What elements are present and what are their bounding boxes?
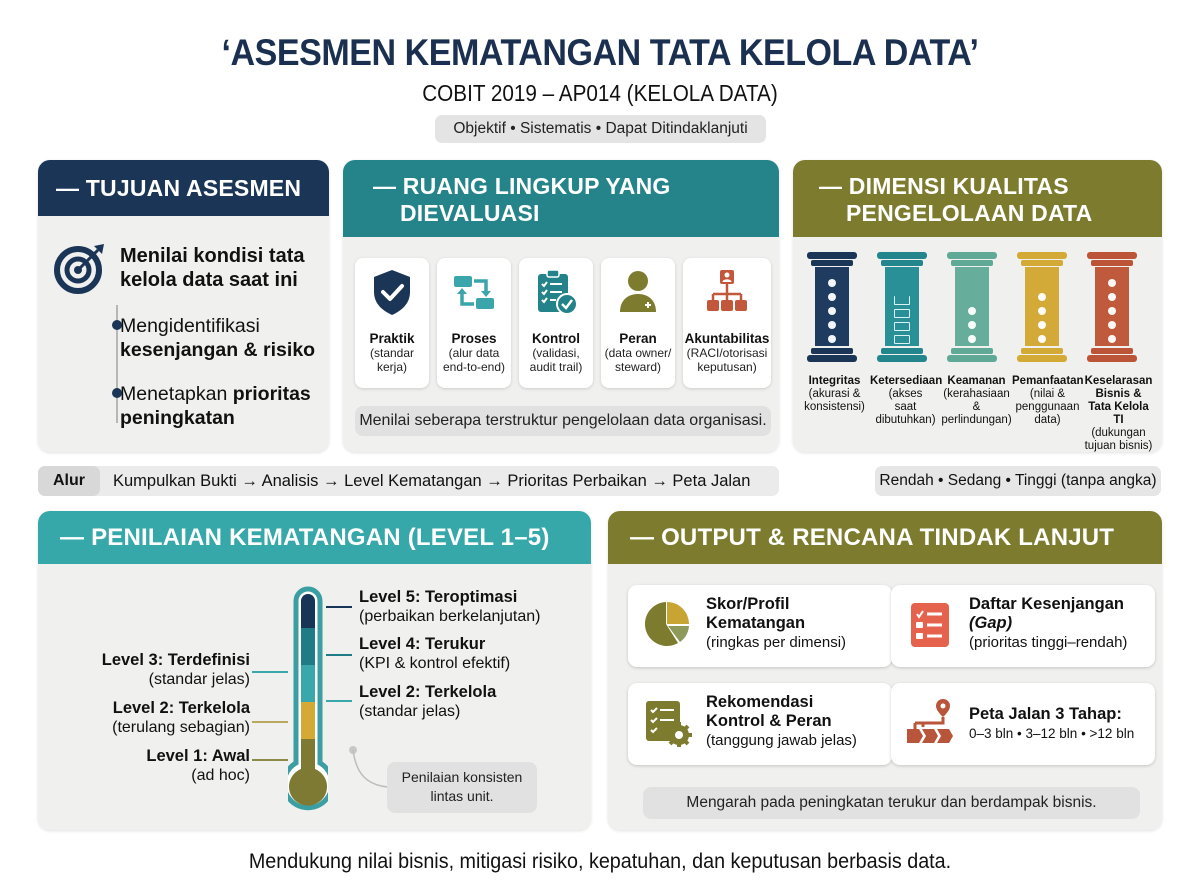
alur-bar bbox=[38, 466, 779, 496]
roadmap-icon bbox=[905, 697, 955, 747]
org-chart-icon bbox=[705, 268, 749, 316]
pillar-ketersediaan-icon bbox=[877, 252, 927, 362]
scope-peran: Peran (data owner/ steward) bbox=[601, 258, 675, 388]
level-4: Level 4: Terukur (KPI & kontrol efektif) bbox=[359, 635, 511, 672]
scale-badge: Rendah • Sedang • Tinggi (tanpa angka) bbox=[875, 466, 1161, 496]
thermometer-icon bbox=[288, 583, 328, 817]
dimensi-keselarasan: Keselarasan Bisnis & Tata Kelola TI (dukungan tujuan bisnis) bbox=[1084, 375, 1153, 452]
callout-note: Penilaian konsisten lintas unit. bbox=[387, 762, 537, 813]
card-output-rencana bbox=[608, 511, 1162, 830]
dimensi-keamanan: Keamanan (kerahasiaan & perlindungan) bbox=[941, 375, 1012, 426]
tujuan-item-2: Mengidentifikasi kesenjangan & risiko bbox=[120, 315, 316, 361]
alur-steps: Kumpulkan Bukti → Analisis → Level Kematangan → Prioritas Perbaikan → Peta Jalan bbox=[113, 472, 751, 490]
footer-statement: Mendukung nilai bisnis, mitigasi risiko, kepatuhan, dan keputusan berbasis data. bbox=[248, 850, 952, 873]
level-3: Level 3: Terdefinisi (standar jelas) bbox=[101, 651, 250, 688]
output-note: Mengarah pada peningkatan terukur dan berdampak bisnis. bbox=[643, 787, 1140, 819]
dimensi-pemanfaatan: Pemanfaatan (nilai & penggunaan data) bbox=[1012, 375, 1084, 426]
page-title: ‘ASESMEN KEMATANGAN TATA KELOLA DATA’ bbox=[221, 32, 979, 73]
output-daftar-kesenjangan: Daftar Kesenjangan (Gap) (prioritas tinggi–rendah) bbox=[891, 585, 1155, 667]
pillar-pemanfaatan-icon bbox=[1017, 252, 1067, 362]
level-2-right: Level 2: Terkelola (standar jelas) bbox=[359, 683, 497, 720]
scope-akuntabilitas: Akuntabilitas (RACI/otorisasi keputusan) bbox=[683, 258, 771, 388]
scope-proses: Proses (alur data end-to-end) bbox=[437, 258, 511, 388]
page-subtitle: COBIT 2019 – AP014 (KELOLA DATA) bbox=[422, 80, 778, 106]
tujuan-item-3: Menetapkan prioritas peningkatan bbox=[120, 383, 311, 429]
dimensi-ketersediaan: Ketersediaan (akses saat dibutuhkan) bbox=[870, 375, 943, 426]
card-penilaian-kematangan bbox=[38, 511, 591, 830]
pie-chart-icon bbox=[642, 599, 692, 649]
card-title: — OUTPUT & RENCANA TINDAK LANJUT bbox=[608, 511, 1162, 564]
checklist-gear-icon bbox=[642, 697, 692, 747]
output-skor-profil: Skor/Profil Kematangan (ringkas per dimensi) bbox=[628, 585, 892, 667]
pillar-keamanan-icon bbox=[947, 252, 997, 362]
shield-check-icon bbox=[370, 268, 414, 316]
ruang-note: Menilai seberapa terstruktur pengelolaan data organisasi. bbox=[355, 406, 771, 436]
clipboard-check-icon bbox=[534, 268, 578, 316]
scope-kontrol: Kontrol (validasi, audit trail) bbox=[519, 258, 593, 388]
card-title: — RUANG LINGKUP YANG DIEVALUASI bbox=[343, 160, 779, 237]
output-peta-jalan: Peta Jalan 3 Tahap: 0–3 bln • 3–12 bln • >12 bln bbox=[891, 683, 1155, 765]
tujuan-item-1: Menilai kondisi tata kelola data saat ini bbox=[120, 245, 305, 291]
card-ruang-lingkup bbox=[343, 160, 779, 452]
process-flow-icon bbox=[452, 268, 496, 316]
level-2-left: Level 2: Terkelola (terulang sebagian) bbox=[112, 699, 250, 736]
card-title: — PENILAIAN KEMATANGAN (LEVEL 1–5) bbox=[38, 511, 591, 564]
card-dimensi-kualitas bbox=[793, 160, 1162, 452]
card-title: — TUJUAN ASESMEN bbox=[38, 160, 329, 216]
pillar-keselarasan-icon bbox=[1087, 252, 1137, 362]
user-plus-icon bbox=[616, 268, 660, 316]
card-tujuan-asesmen bbox=[38, 160, 329, 452]
scope-praktik: Praktik (standar kerja) bbox=[355, 258, 429, 388]
pillar-integritas-icon bbox=[807, 252, 857, 362]
checklist-icon bbox=[905, 599, 955, 649]
dimensi-integritas: Integritas (akurasi & konsistensi) bbox=[804, 375, 865, 413]
level-1: Level 1: Awal (ad hoc) bbox=[146, 747, 250, 784]
tagline-badge: Objektif • Sistematis • Dapat Ditindaklanjuti bbox=[435, 115, 766, 143]
target-icon bbox=[54, 242, 106, 294]
output-rekomendasi: Rekomendasi Kontrol & Peran (tanggung jawab jelas) bbox=[628, 683, 892, 765]
level-5: Level 5: Teroptimasi (perbaikan berkelanjutan) bbox=[359, 588, 541, 625]
card-title: — DIMENSI KUALITAS PENGELOLAAN DATA bbox=[793, 160, 1162, 237]
alur-tag: Alur bbox=[38, 466, 100, 496]
